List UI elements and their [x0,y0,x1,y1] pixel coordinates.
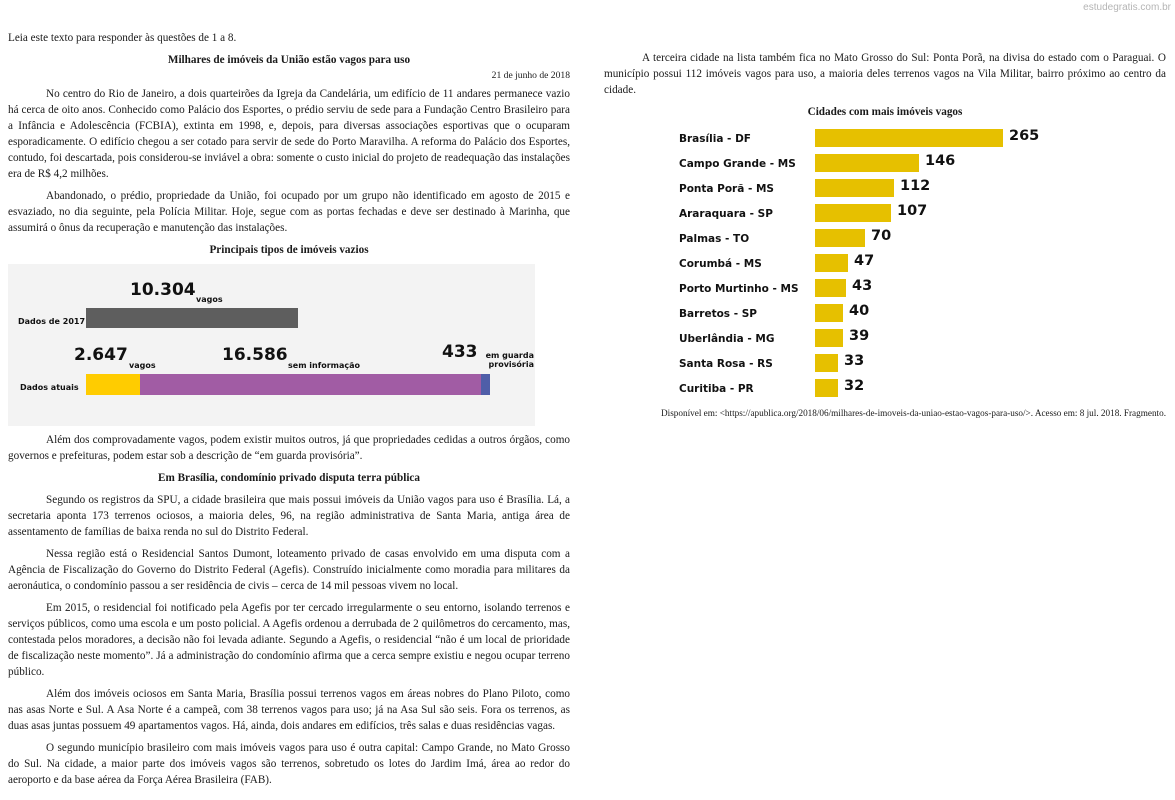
chart-value-label: 265 [1009,128,1040,144]
chart-bar [815,354,838,372]
chart-bar [815,154,919,172]
fig1-seminfo-value: 16.586 [222,345,288,365]
paragraph-4: Segundo os registros da SPU, a cidade brasileira que mais possui imóveis da União vagos para uso é Brasília. Lá, a secretaria aponta 173 terrenos ociosos, a maioria deles, 96, na região administrativa de Santa Maria, antiga área de assentamento de famílias de baixa renda no sul do Distrito Federal. [8,494,570,538]
chart-bar [815,254,848,272]
chart-row [604,128,1166,148]
fig1-2017-bar [86,308,298,328]
chart-value-label: 112 [900,178,931,194]
chart-category-label: Porto Murtinho - MS [679,283,799,295]
fig1-guarda-value: 433 [442,342,478,362]
chart-row [604,178,1166,198]
chart-category-label: Ponta Porã - MS [679,183,774,195]
chart-category-label: Campo Grande - MS [679,158,796,170]
paragraph-1: No centro do Rio de Janeiro, a dois quarteirões da Igreja da Candelária, um edifício de 11 andares permanece vazio há cerca de oito anos. Conhecido como Palácio dos Esportes, o prédio serviu de sede para a Fundação Centro Brasileiro para a Infância e Adolescência (FCBIA), extinta em 1998, e, depois, para diversas associações esportivas que o ocuparam esporadicamente. O edifício chegou a ser cotado para servir de sede do Porto Maravilha. A reforma do Palácio dos Esportes, contudo, foi descartada, pois considerou-se inviável a obra: somente o custo inicial do projeto de readequação das instalações era de R$ 4,2 milhões. [8,88,570,180]
chart-value-label: 40 [849,303,870,319]
article-title: Milhares de imóveis da União estão vagos para uso [167,54,411,66]
chart-value-label: 39 [849,328,870,344]
chart-value-label: 107 [897,203,928,219]
chart-category-label: Palmas - TO [679,233,750,245]
fig1-seg-vagos [86,374,140,395]
section-subhead: Em Brasília, condomínio privado disputa terra pública [157,472,420,484]
chart-value-label: 32 [844,378,865,394]
chart-value-label: 43 [852,278,873,294]
chart-row [604,153,1166,173]
fig1-2017-label: Dados de 2017 [18,317,86,326]
chart-bar [815,129,1003,147]
paragraph-9: A terceira cidade na lista também fica no Mato Grosso do Sul: Ponta Porã, na divisa do estado com o Paraguai. O município possui 112 imóveis vagos para uso, a maioria deles terrenos vagos na Vila Militar, bairro próximo ao centro da cidade. [604,52,1166,96]
chart-row [604,228,1166,248]
intro-text: Leia este texto para responder às questões de 1 a 8. [8,32,237,44]
chart-category-label: Corumbá - MS [679,258,762,270]
fig1-vagos-value: 2.647 [74,345,128,365]
site-watermark: estudegratis.com.br [1083,2,1171,13]
chart-bar [815,304,843,322]
fig1-atual-bar [86,374,490,395]
chart-category-label: Uberlândia - MG [679,333,775,345]
paragraph-3: Além dos comprovadamente vagos, podem existir muitos outros, já que propriedades cedidas a outros órgãos, como governos e prefeituras, podem estar sob a descrição de “em guarda provisória”. [8,434,570,462]
chart-category-label: Barretos - SP [679,308,757,320]
chart-value-label: 47 [854,253,875,269]
fig1-atual-label: Dados atuais [20,383,79,392]
paragraph-8: O segundo município brasileiro com mais imóveis vagos para uso é outra capital: Campo Grande, no Mato Grosso do Sul. Na cidade, a maior parte dos imóveis vagos são terrenos, sobretudo os lotes do Jardim Imá, área ao redor do aeroporto e da base aérea da Força Aérea Brasileira (FAB). [8,742,570,786]
chart-category-label: Santa Rosa - RS [679,358,773,370]
vacant-types-figure [8,264,535,426]
chart-category-label: Curitiba - PR [679,383,754,395]
paragraph-5: Nessa região está o Residencial Santos Dumont, loteamento privado de casas envolvido em uma disputa com a Agência de Fiscalização do Governo do Distrito Federal (Agefis). Construído inicialmente como moradia para militares da aeronáutica, o condomínio passou a ser residência de civis – cerca de 14 mil pessoas vivem no local. [8,548,570,592]
fig1-seg-guarda [481,374,490,395]
figure-title: Principais tipos de imóveis vazios [209,244,369,256]
chart-row [604,328,1166,348]
chart-row [604,378,1166,398]
source-citation: Disponível em: <https://apublica.org/2018/06/milhares-de-imoveis-da-uniao-estao-vagos-para-uso/>. Acesso em: 8 jul. 2018. Fragmento. [661,408,1166,418]
chart-bar [815,204,891,222]
paragraph-2: Abandonado, o prédio, propriedade da União, foi ocupado por um grupo não identificado em agosto de 2015 e esvaziado, no dia seguinte, pela Polícia Militar. Hoje, segue com as portas fechadas e deve ser destinado à Marinha, que assumirá o ônus da recuperação e manutenção das instalações. [8,190,570,234]
chart-row [604,253,1166,273]
chart-value-label: 33 [844,353,865,369]
chart-value-label: 146 [925,153,956,169]
chart-bar [815,279,846,297]
article-date: 21 de junho de 2018 [491,70,570,81]
chart-bar [815,179,894,197]
paragraph-6: Em 2015, o residencial foi notificado pela Agefis por ter cercado irregularmente o seu entorno, isolando terrenos e serviços públicos, como uma escola e um posto policial. A Agefis ordenou a derrubada de 2 quilômetros do cercamento, mas, contestada pelos moradores, a decisão não foi levada adiante. Segundo a Agefis, o residencial “não é um local de prioridade de fiscalização neste momento”. Já a administração do condomínio afirma que a cerca sempre existiu e negou ocupar terreno público. [8,602,570,678]
chart-value-label: 70 [871,228,892,244]
chart-row [604,353,1166,373]
chart-category-label: Brasília - DF [679,133,751,145]
chart-bar [815,229,865,247]
left-column [8,30,570,794]
chart-row [604,278,1166,298]
chart-row [604,203,1166,223]
chart-row [604,303,1166,323]
chart-bar [815,379,838,397]
paragraph-7: Além dos imóveis ociosos em Santa Maria, Brasília possui terrenos vagos em áreas nobres do Plano Piloto, como nas asas Norte e Sul. A Asa Norte é a campeã, com 38 terrenos vagos para uso; já na Asa Sul são seis. Fora os terrenos, as duas asas juntas possuem 49 apartamentos vagos. Há, ainda, dois andares em edifícios, três salas e duas residências vagas. [8,688,570,732]
fig1-2017-unit: vagos [196,295,223,304]
fig1-seg-seminfo [140,374,481,395]
right-column [604,50,1166,419]
chart-bar [815,329,843,347]
fig1-vagos-unit: vagos [129,361,156,370]
fig1-seminfo-unit: sem informação [288,361,361,370]
fig1-guarda-unit: em guarda provisória [485,351,534,369]
cities-bar-chart [604,128,1166,403]
fig1-2017-value: 10.304 [130,280,196,300]
chart-title: Cidades com mais imóveis vagos [807,106,963,118]
chart-category-label: Araraquara - SP [679,208,773,220]
